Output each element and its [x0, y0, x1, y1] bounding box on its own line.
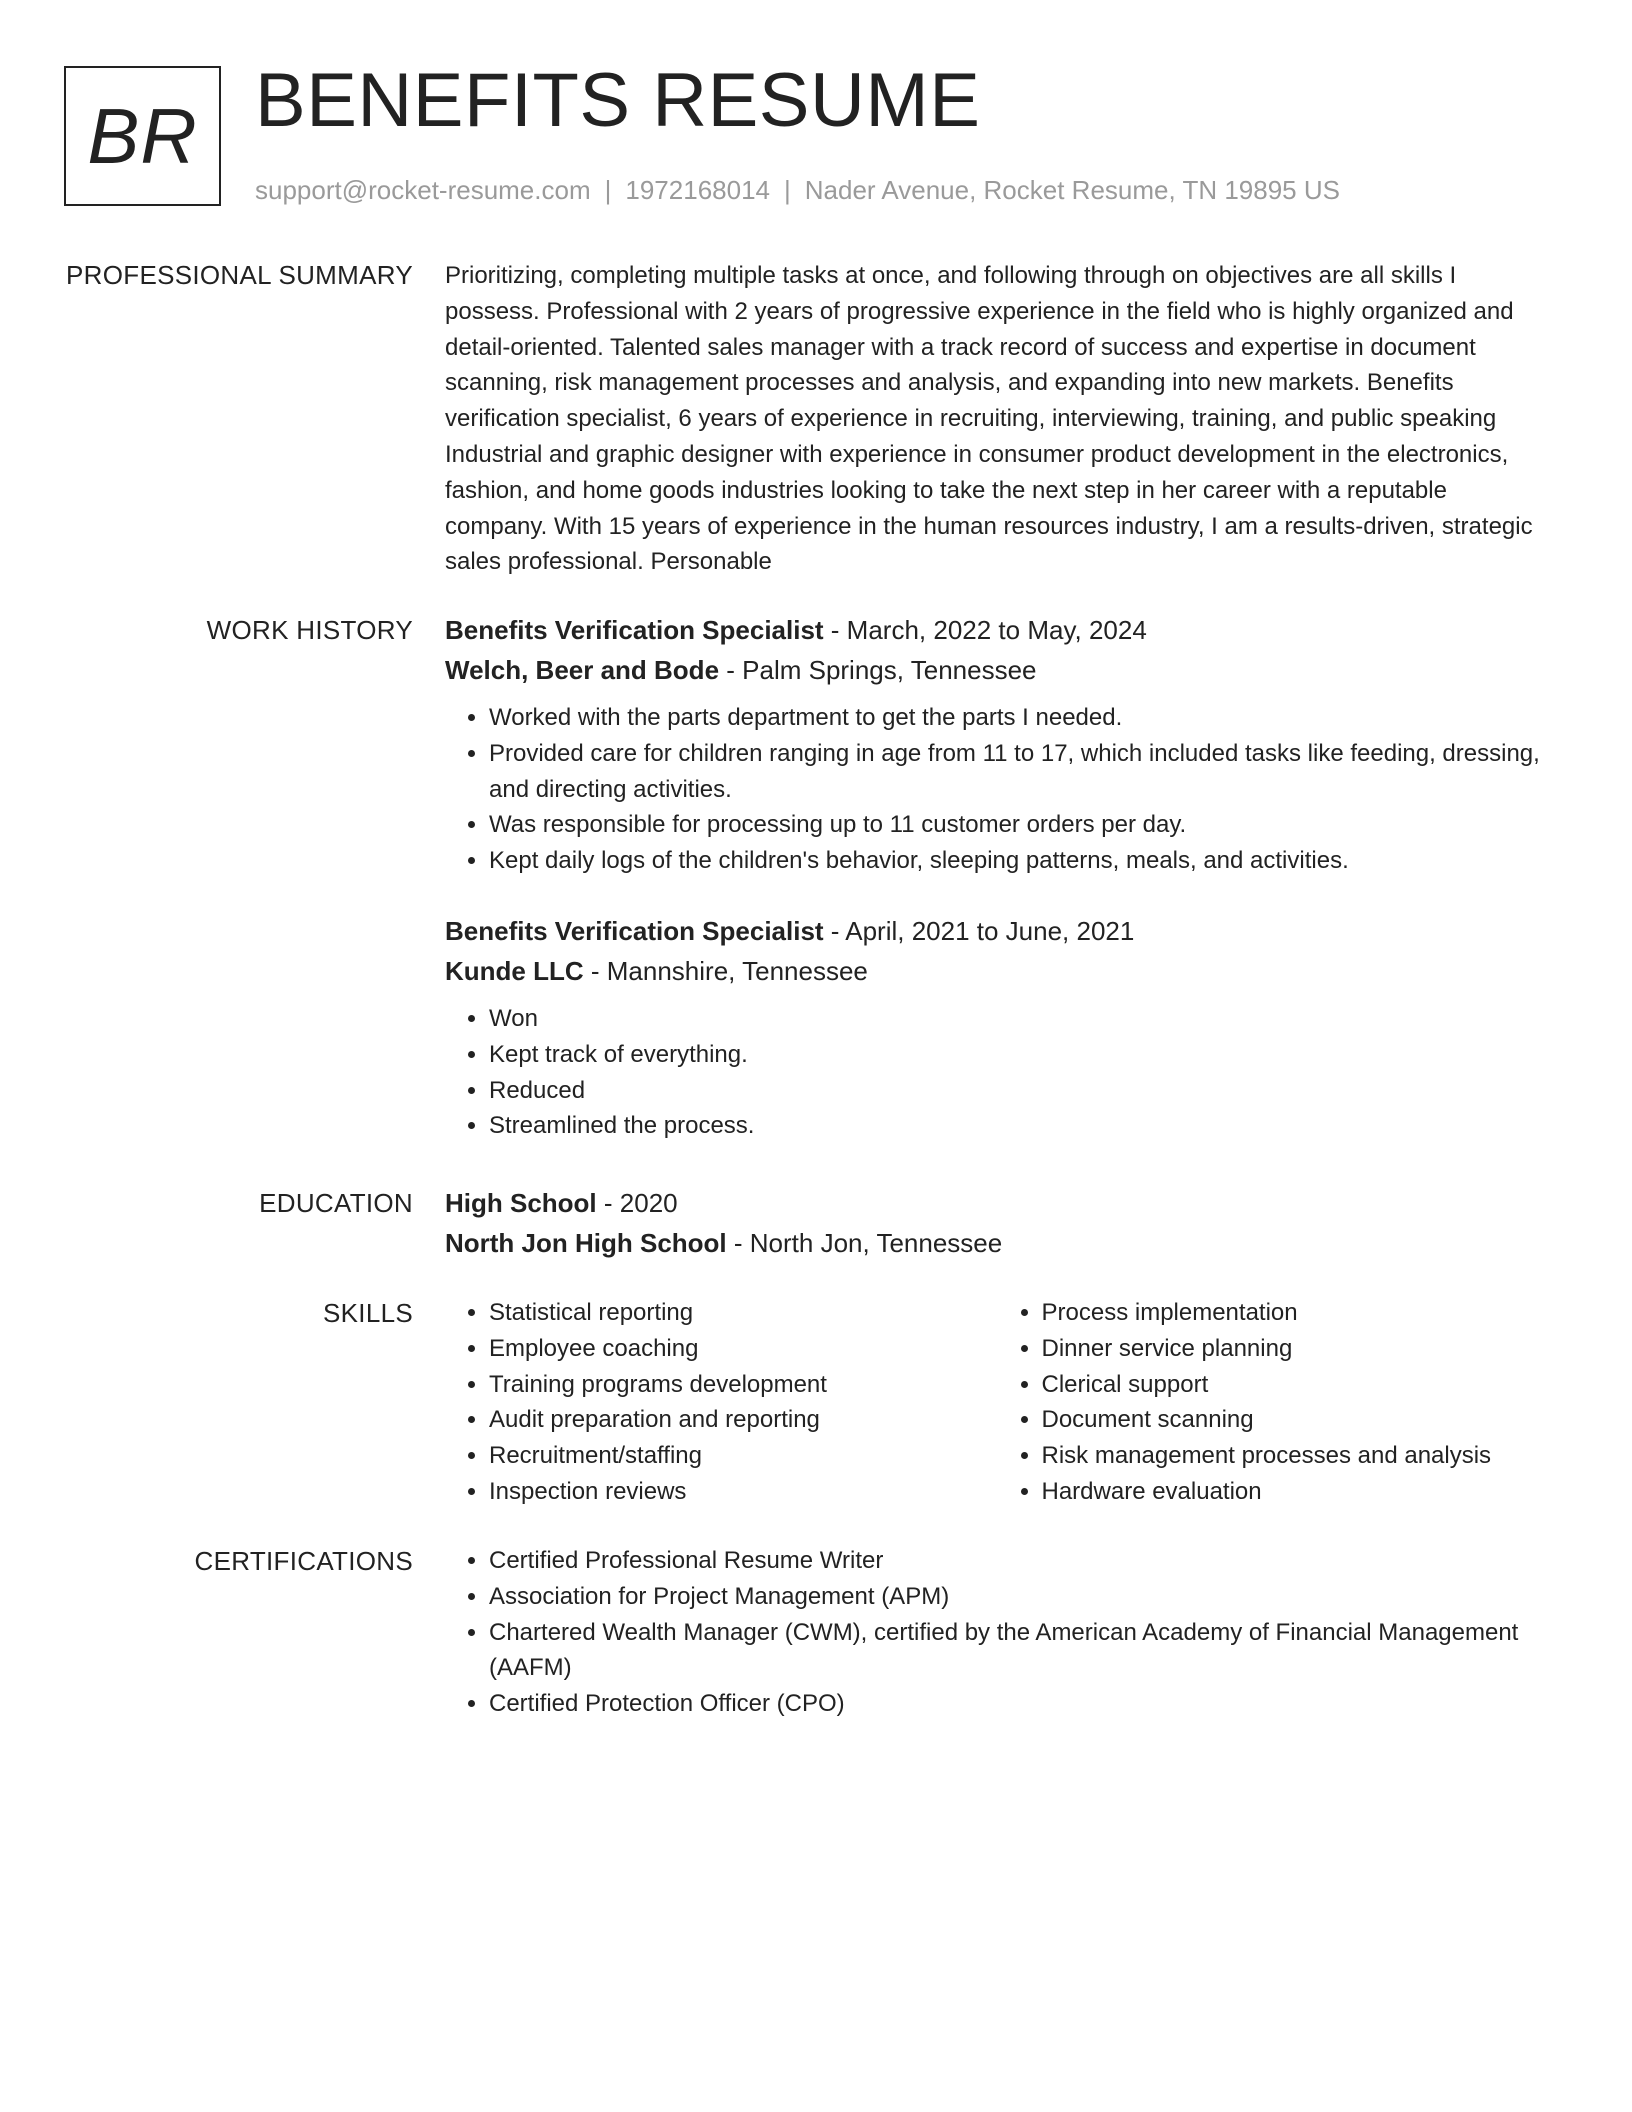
- job-duties-list: [445, 700, 1550, 879]
- list-item: • Training programs development: [489, 1367, 998, 1403]
- job-dates: - March, 2022 to May, 2024: [823, 615, 1147, 645]
- contact-email: support@rocket-resume.com: [255, 175, 591, 205]
- list-item: • Risk management processes and analysis: [1042, 1438, 1551, 1474]
- skills-columns: [445, 1295, 1550, 1510]
- list-item: • Clerical support: [1042, 1367, 1551, 1403]
- job-duties-list: [445, 1001, 1550, 1144]
- education-year: - 2020: [596, 1188, 678, 1218]
- education-degree: High School: [445, 1188, 597, 1218]
- list-item: • Certified Protection Officer (CPO): [489, 1686, 1550, 1722]
- list-item: • Chartered Wealth Manager (CWM), certified by the American Academy of Financial Management (AAFM): [489, 1615, 1550, 1687]
- job-location: - Mannshire, Tennessee: [583, 955, 868, 986]
- skills-list-left: [445, 1295, 998, 1510]
- list-item: • Reduced: [489, 1073, 1550, 1109]
- list-item: • Certified Professional Resume Writer: [489, 1543, 1550, 1579]
- list-item: • Recruitment/staffing: [489, 1438, 998, 1474]
- section-heading: SKILLS: [323, 1298, 413, 1328]
- list-item: • Streamlined the process.: [489, 1108, 1550, 1144]
- job-company-line: [445, 650, 1550, 690]
- list-item: • Won: [489, 1001, 1550, 1037]
- section-heading: EDUCATION: [259, 1188, 413, 1218]
- contact-separator: |: [784, 175, 791, 205]
- job-dates: - April, 2021 to June, 2021: [823, 915, 1135, 946]
- job-company-line: [445, 951, 1550, 991]
- list-item: • Inspection reviews: [489, 1474, 998, 1510]
- list-item: • Statistical reporting: [489, 1295, 998, 1331]
- contact-line: [255, 172, 1340, 208]
- section-heading: CERTIFICATIONS: [194, 1546, 413, 1576]
- job-title-line: [445, 911, 1550, 951]
- list-item: • Was responsible for processing up to 11 customer orders per day.: [489, 807, 1550, 843]
- skills-list-right: [998, 1295, 1551, 1510]
- job-company: Welch, Beer and Bode: [445, 655, 720, 685]
- list-item: • Association for Project Management (APM): [489, 1579, 1550, 1615]
- resume-title: BENEFITS RESUME: [255, 58, 981, 143]
- list-item: • Kept daily logs of the children's behavior, sleeping patterns, meals, and activities.: [489, 843, 1550, 879]
- job-location: - Palm Springs, Tennessee: [719, 655, 1037, 685]
- job-title: Benefits Verification Specialist: [445, 615, 824, 645]
- section-heading: PROFESSIONAL SUMMARY: [66, 260, 413, 290]
- list-item: • Dinner service planning: [1042, 1331, 1551, 1367]
- job-title-line: [445, 610, 1550, 650]
- list-item: • Process implementation: [1042, 1295, 1551, 1331]
- list-item: • Employee coaching: [489, 1331, 998, 1367]
- education-school-line: [445, 1223, 1550, 1263]
- section-heading: WORK HISTORY: [206, 615, 413, 645]
- job-title: Benefits Verification Specialist: [445, 915, 824, 946]
- summary-paragraph: Prioritizing, completing multiple tasks at once, and following through on objectives are all skills I possess. Professional with 2 years of progressive experience in the field who is highly organized and detail-oriented. Talented sales manager with a track record of success and expertise in document scanning, risk management processes and analysis, and expanding into new markets. Benefits verification specialist, 6 years of experience in recruiting, interviewing, training, and public speaking Industrial and graphic designer with experience in consumer product development in the electronics, fashion, and home goods industries looking to take the next step in her career with a reputable company. With 15 years of experience in the human resources industry, I am a results-driven, strategic sales professional. Personable: [445, 262, 1533, 576]
- list-item: • Kept track of everything.: [489, 1037, 1550, 1073]
- certifications-list: [445, 1543, 1550, 1722]
- education-degree-line: [445, 1183, 1550, 1223]
- contact-address: Nader Avenue, Rocket Resume, TN 19895 US: [804, 175, 1340, 205]
- list-item: • Document scanning: [1042, 1402, 1551, 1438]
- contact-separator: |: [604, 175, 612, 205]
- education-school: North Jon High School: [445, 1228, 727, 1258]
- list-item: • Provided care for children ranging in age from 11 to 17, which included tasks like feeding, dressing, and directing activities.: [489, 736, 1550, 808]
- contact-phone: 1972168014: [625, 175, 770, 205]
- job-company: Kunde LLC: [445, 955, 584, 986]
- job-entry: [445, 911, 1550, 1144]
- monogram-logo: BR: [64, 66, 221, 206]
- job-entry: [445, 610, 1550, 879]
- list-item: • Audit preparation and reporting: [489, 1402, 998, 1438]
- education-location: - North Jon, Tennessee: [726, 1228, 1003, 1258]
- list-item: • Hardware evaluation: [1042, 1474, 1551, 1510]
- list-item: • Worked with the parts department to get the parts I needed.: [489, 700, 1550, 736]
